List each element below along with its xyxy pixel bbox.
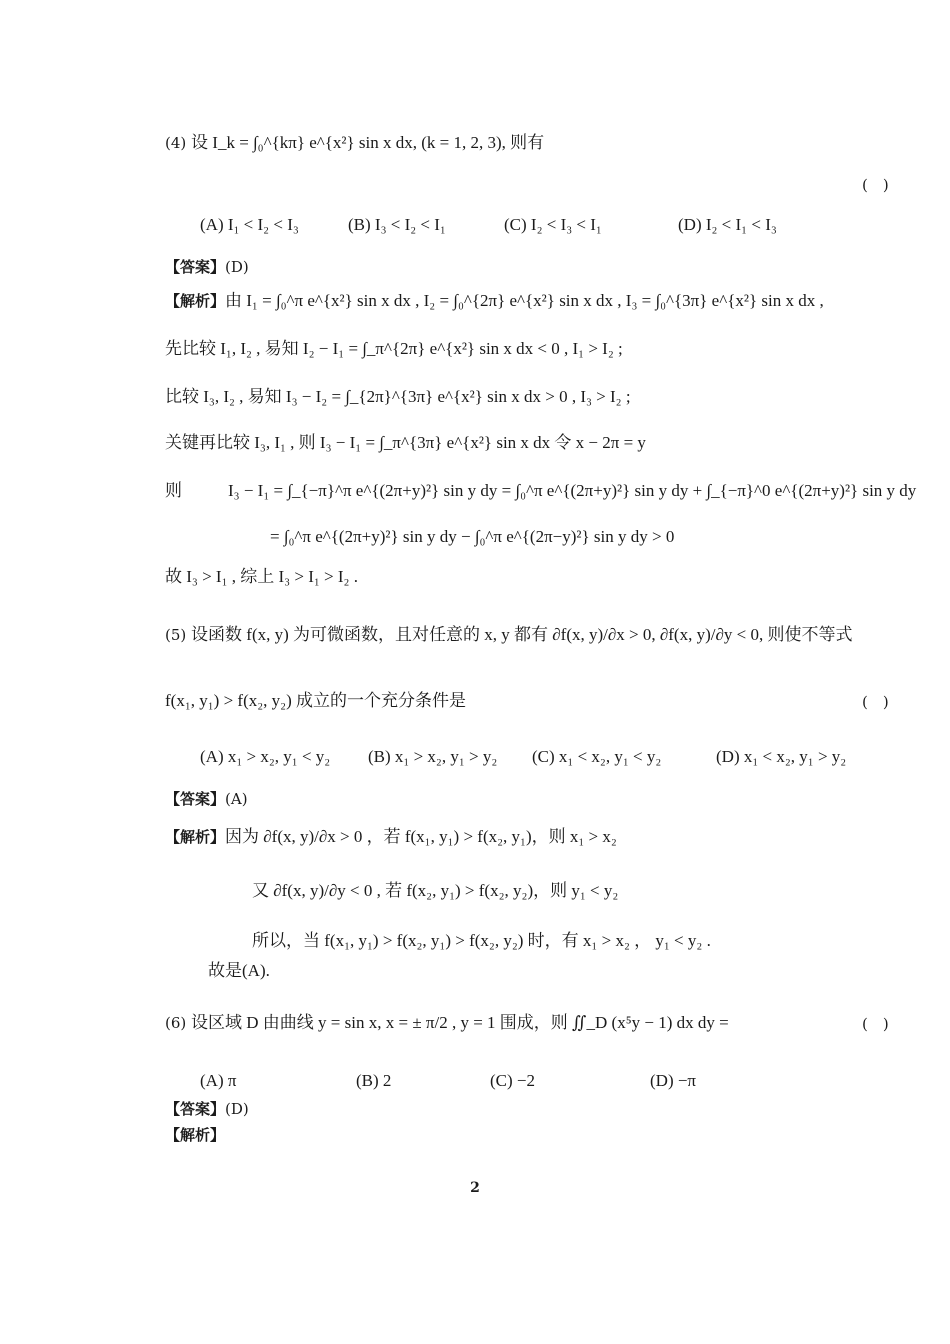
q5-answer-blank: ( ) <box>862 693 889 711</box>
q4-answer-blank: ( ) <box>862 176 889 194</box>
q6-option-d: (D) −π <box>650 1071 697 1090</box>
q4-analysis-line-5: I₃ − I₁ = ∫_{−π}^π e^{(2π+y)²} sin y dy = ∫₀^π e^{(2π+y)²} sin y dy + ∫_{−π}^0 e^{(2π+y)²} sin y dy <box>228 481 917 500</box>
q6-answer-blank: ( ) <box>862 1015 889 1033</box>
page-number: 2 <box>470 1180 480 1196</box>
q6-answer: (D) <box>225 1100 249 1118</box>
q5-option-b: (B) x₁ > x₂, y₁ > y₂ <box>368 747 498 766</box>
q4-option-d: (D) I₂ < I₁ < I₃ <box>678 215 777 234</box>
q4-answer-line <box>165 256 249 278</box>
q4-analysis-line-1 <box>165 290 824 312</box>
q5-answer: (A) <box>225 790 248 808</box>
q4-analysis-line-2: 先比较 I₁, I₂ , 易知 I₂ − I₁ = ∫_π^{2π} e^{x²} sin x dx < 0 , I₁ > I₂ ; <box>165 339 623 358</box>
q5-answer-line <box>165 788 248 810</box>
q6-option-a: (A) π <box>200 1071 237 1090</box>
q5-stem-2: f(x₁, y₁) > f(x₂, y₂) 成立的一个充分条件是 <box>165 691 467 710</box>
q5-analysis-line-1 <box>165 826 617 848</box>
q5-analysis-tag: 【解析】 <box>165 828 226 846</box>
q6-option-b: (B) 2 <box>356 1071 392 1090</box>
q6-stem-line <box>165 1012 729 1034</box>
q5-option-c: (C) x₁ < x₂, y₁ < y₂ <box>532 747 662 766</box>
q5-analysis-conclusion: 故是(A). <box>208 961 270 980</box>
q5-analysis-line-2: 又 ∂f(x, y)/∂y < 0 , 若 f(x₂, y₁) > f(x₂, y₂)，则 y₁ < y₂ <box>252 881 619 900</box>
q4-option-a: (A) I₁ < I₂ < I₃ <box>200 215 299 234</box>
q6-answer-tag: 【答案】 <box>165 1100 226 1118</box>
q4-analysis-line-3: 比较 I₃, I₂ , 易知 I₃ − I₂ = ∫_{2π}^{3π} e^{x²} sin x dx > 0 , I₃ > I₂ ; <box>165 387 631 406</box>
q6-answer-line <box>165 1098 249 1120</box>
q5-label: (5) <box>165 626 187 644</box>
q4-analysis-line-4: 关键再比较 I₃, I₁ , 则 I₃ − I₁ = ∫_π^{3π} e^{x²} sin x dx 令 x − 2π = y <box>165 433 646 452</box>
q4-analysis-text-1: 由 I₁ = ∫₀^π e^{x²} sin x dx , I₂ = ∫₀^{2π} e^{x²} sin x dx , I₃ = ∫₀^{3π} e^{x²} sin x dx , <box>225 291 824 310</box>
q4-label: (4) <box>165 134 187 152</box>
q6-analysis-tag: 【解析】 <box>165 1126 226 1144</box>
q5-option-a: (A) x₁ > x₂, y₁ < y₂ <box>200 747 331 766</box>
q4-analysis-tag: 【解析】 <box>165 292 226 310</box>
q5-answer-tag: 【答案】 <box>165 790 226 808</box>
q5-analysis-text-1: 因为 ∂f(x, y)/∂x > 0 ，若 f(x₁, y₁) > f(x₂, y₁)，则 x₁ > x₂ <box>225 827 617 846</box>
q4-analysis-line-6: = ∫₀^π e^{(2π+y)²} sin y dy − ∫₀^π e^{(2π−y)²} sin y dy > 0 <box>270 527 675 546</box>
q4-analysis-conclusion: 故 I₃ > I₁ , 综上 I₃ > I₁ > I₂ . <box>165 567 358 586</box>
q5-analysis-line-3: 所以，当 f(x₁, y₁) > f(x₂, y₁) > f(x₂, y₂) 时，有 x₁ > x₂ ， y₁ < y₂ . <box>252 931 711 950</box>
q4-answer: (D) <box>225 258 249 276</box>
q5-stem-1: 设函数 f(x, y) 为可微函数，且对任意的 x, y 都有 ∂f(x, y)/∂x > 0, ∂f(x, y)/∂y < 0, 则使不等式 <box>191 625 853 644</box>
q6-analysis-line <box>165 1124 225 1146</box>
q4-stem: 设 I_k = ∫₀^{kπ} e^{x²} sin x dx, (k = 1, 2, 3), 则有 <box>191 133 545 152</box>
q6-label: (6) <box>165 1014 187 1032</box>
q4-stem-line <box>165 132 544 154</box>
q4-option-c: (C) I₂ < I₃ < I₁ <box>504 215 602 234</box>
q6-stem: 设区域 D 由曲线 y = sin x, x = ± π/2 , y = 1 围成，则 ∬_D (x⁵y − 1) dx dy = <box>191 1013 729 1032</box>
q5-option-d: (D) x₁ < x₂, y₁ > y₂ <box>716 747 847 766</box>
q6-option-c: (C) −2 <box>490 1071 535 1090</box>
q5-stem-line-1 <box>165 624 852 646</box>
q4-analysis-then: 则 <box>165 481 182 500</box>
q4-option-b: (B) I₃ < I₂ < I₁ <box>348 215 446 234</box>
q4-answer-tag: 【答案】 <box>165 258 226 276</box>
